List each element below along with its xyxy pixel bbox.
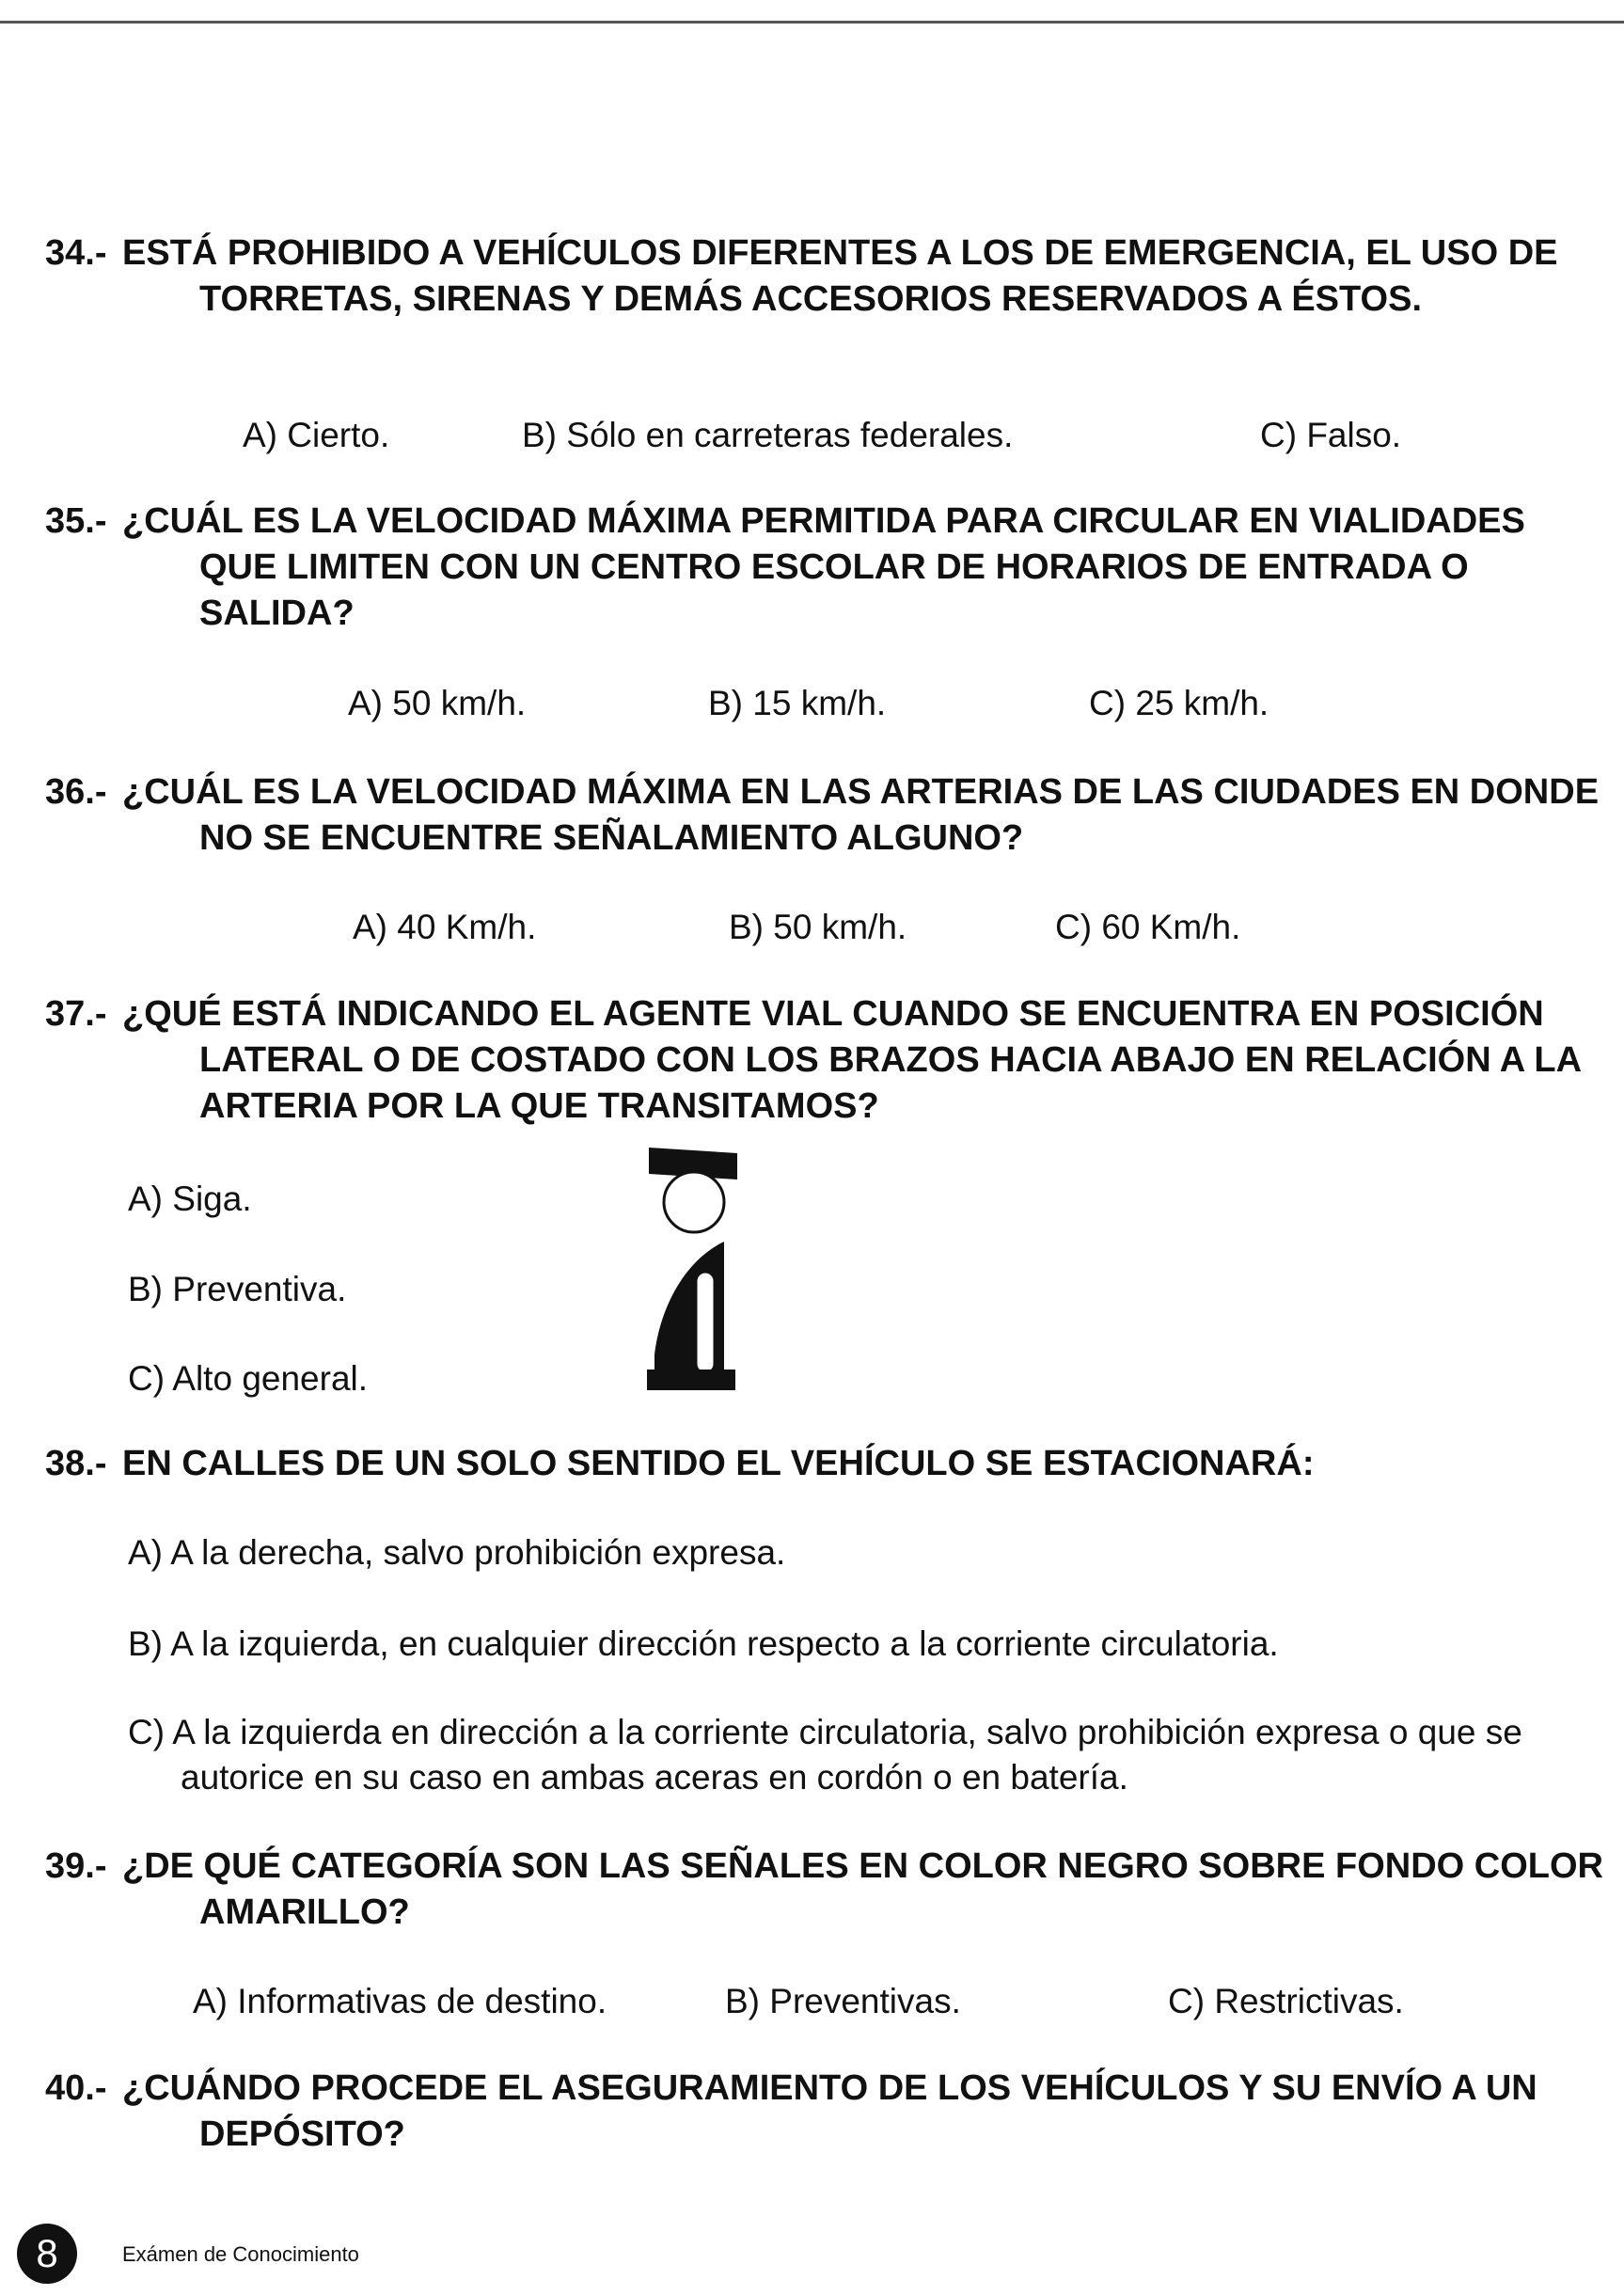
- option-a: A) 50 km/h.: [348, 684, 527, 722]
- option-c: C) 60 Km/h.: [1055, 908, 1241, 946]
- question-text: EN CALLES DE UN SOLO SENTIDO EL VEHÍCULO SE ESTACIONARÁ:: [122, 1444, 1315, 1483]
- option-b: B) Preventivas.: [725, 1982, 961, 2020]
- option-b: B) A la izquierda, en cualquier dirección respecto a la corriente circulatoria.: [128, 1624, 1279, 1663]
- option-c: C) A la izquierda en dirección a la corriente circulatoria, salvo prohibición expresa o que se autorice en su caso en ambas aceras en cordón o en batería.: [128, 1713, 1522, 1797]
- option-a: A) Siga.: [128, 1180, 252, 1218]
- option-a: A) Informativas de destino.: [193, 1982, 607, 2020]
- question-text: ESTÁ PROHIBIDO A VEHÍCULOS DIFERENTES A LOS DE EMERGENCIA, EL USO DE TORRETAS, SIRENAS Y DEMÁS ACCESORIOS RESERVADOS A ÉSTOS.: [122, 233, 1558, 319]
- question-36: 36.- ¿CUÁL ES LA VELOCIDAD MÁXIMA EN LAS ARTERIAS DE LAS CIUDADES EN DONDE NO SE ENCUENTRE SEÑALAMIENTO ALGUNO?: [45, 772, 1600, 858]
- question-37: 37.- ¿QUÉ ESTÁ INDICANDO EL AGENTE VIAL CUANDO SE ENCUENTRA EN POSICIÓN LATERAL O DE COSTADO CON LOS BRAZOS HACIA ABAJO EN RELACIÓN A LA ARTERIA POR LA QUE TRANSITAMOS?: [45, 994, 1581, 1126]
- question-35: 35.- ¿CUÁL ES LA VELOCIDAD MÁXIMA PERMITIDA PARA CIRCULAR EN VIALIDADES QUE LIMITEN CON UN CENTRO ESCOLAR DE HORARIOS DE ENTRADA O SALIDA?: [45, 501, 1525, 633]
- option-c: C) 25 km/h.: [1089, 684, 1269, 722]
- option-b: B) Sólo en carreteras federales.: [522, 416, 1014, 454]
- page-number-badge: 8: [17, 2224, 77, 2284]
- question-40: 40.- ¿CUÁNDO PROCEDE EL ASEGURAMIENTO DE LOS VEHÍCULOS Y SU ENVÍO A UN DEPÓSITO?: [45, 2068, 1537, 2154]
- question-text: ¿CUÁL ES LA VELOCIDAD MÁXIMA PERMITIDA PARA CIRCULAR EN VIALIDADES QUE LIMITEN CON UN CENTRO ESCOLAR DE HORARIOS DE ENTRADA O SALIDA?: [122, 501, 1525, 633]
- option-c: C) Alto general.: [128, 1359, 369, 1398]
- option-c: C) Falso.: [1260, 416, 1402, 454]
- traffic-officer-lateral-icon: [647, 1148, 737, 1401]
- question-text: ¿CUÁL ES LA VELOCIDAD MÁXIMA EN LAS ARTERIAS DE LAS CIUDADES EN DONDE NO SE ENCUENTRE SEÑALAMIENTO ALGUNO?: [122, 772, 1600, 858]
- option-a: A) Cierto.: [243, 416, 390, 454]
- option-a: A) 40 Km/h.: [353, 908, 537, 946]
- option-b: B) Preventiva.: [128, 1270, 347, 1308]
- question-text: ¿DE QUÉ CATEGORÍA SON LAS SEÑALES EN COLOR NEGRO SOBRE FONDO COLOR AMARILLO?: [122, 1846, 1603, 1932]
- option-b: B) 50 km/h.: [729, 908, 907, 946]
- question-text: ¿QUÉ ESTÁ INDICANDO EL AGENTE VIAL CUANDO SE ENCUENTRA EN POSICIÓN LATERAL O DE COSTADO CON LOS BRAZOS HACIA ABAJO EN RELACIÓN A LA ARTERIA POR LA QUE TRANSITAMOS?: [122, 994, 1581, 1126]
- footer-title: Exámen de Conocimiento: [122, 2242, 359, 2266]
- question-text: ¿CUÁNDO PROCEDE EL ASEGURAMIENTO DE LOS VEHÍCULOS Y SU ENVÍO A UN DEPÓSITO?: [122, 2068, 1537, 2154]
- option-a: A) A la derecha, salvo prohibición expresa.: [128, 1533, 786, 1572]
- question-38: 38.- EN CALLES DE UN SOLO SENTIDO EL VEHÍCULO SE ESTACIONARÁ:: [45, 1444, 1315, 1483]
- question-34: 34.- ESTÁ PROHIBIDO A VEHÍCULOS DIFERENTES A LOS DE EMERGENCIA, EL USO DE TORRETAS, SIRENAS Y DEMÁS ACCESORIOS RESERVADOS A ÉSTOS.: [45, 233, 1558, 319]
- option-b: B) 15 km/h.: [708, 684, 887, 722]
- question-39: 39.- ¿DE QUÉ CATEGORÍA SON LAS SEÑALES EN COLOR NEGRO SOBRE FONDO COLOR AMARILLO?: [45, 1846, 1603, 1932]
- top-rule: [0, 21, 1624, 24]
- option-c: C) Restrictivas.: [1168, 1982, 1404, 2020]
